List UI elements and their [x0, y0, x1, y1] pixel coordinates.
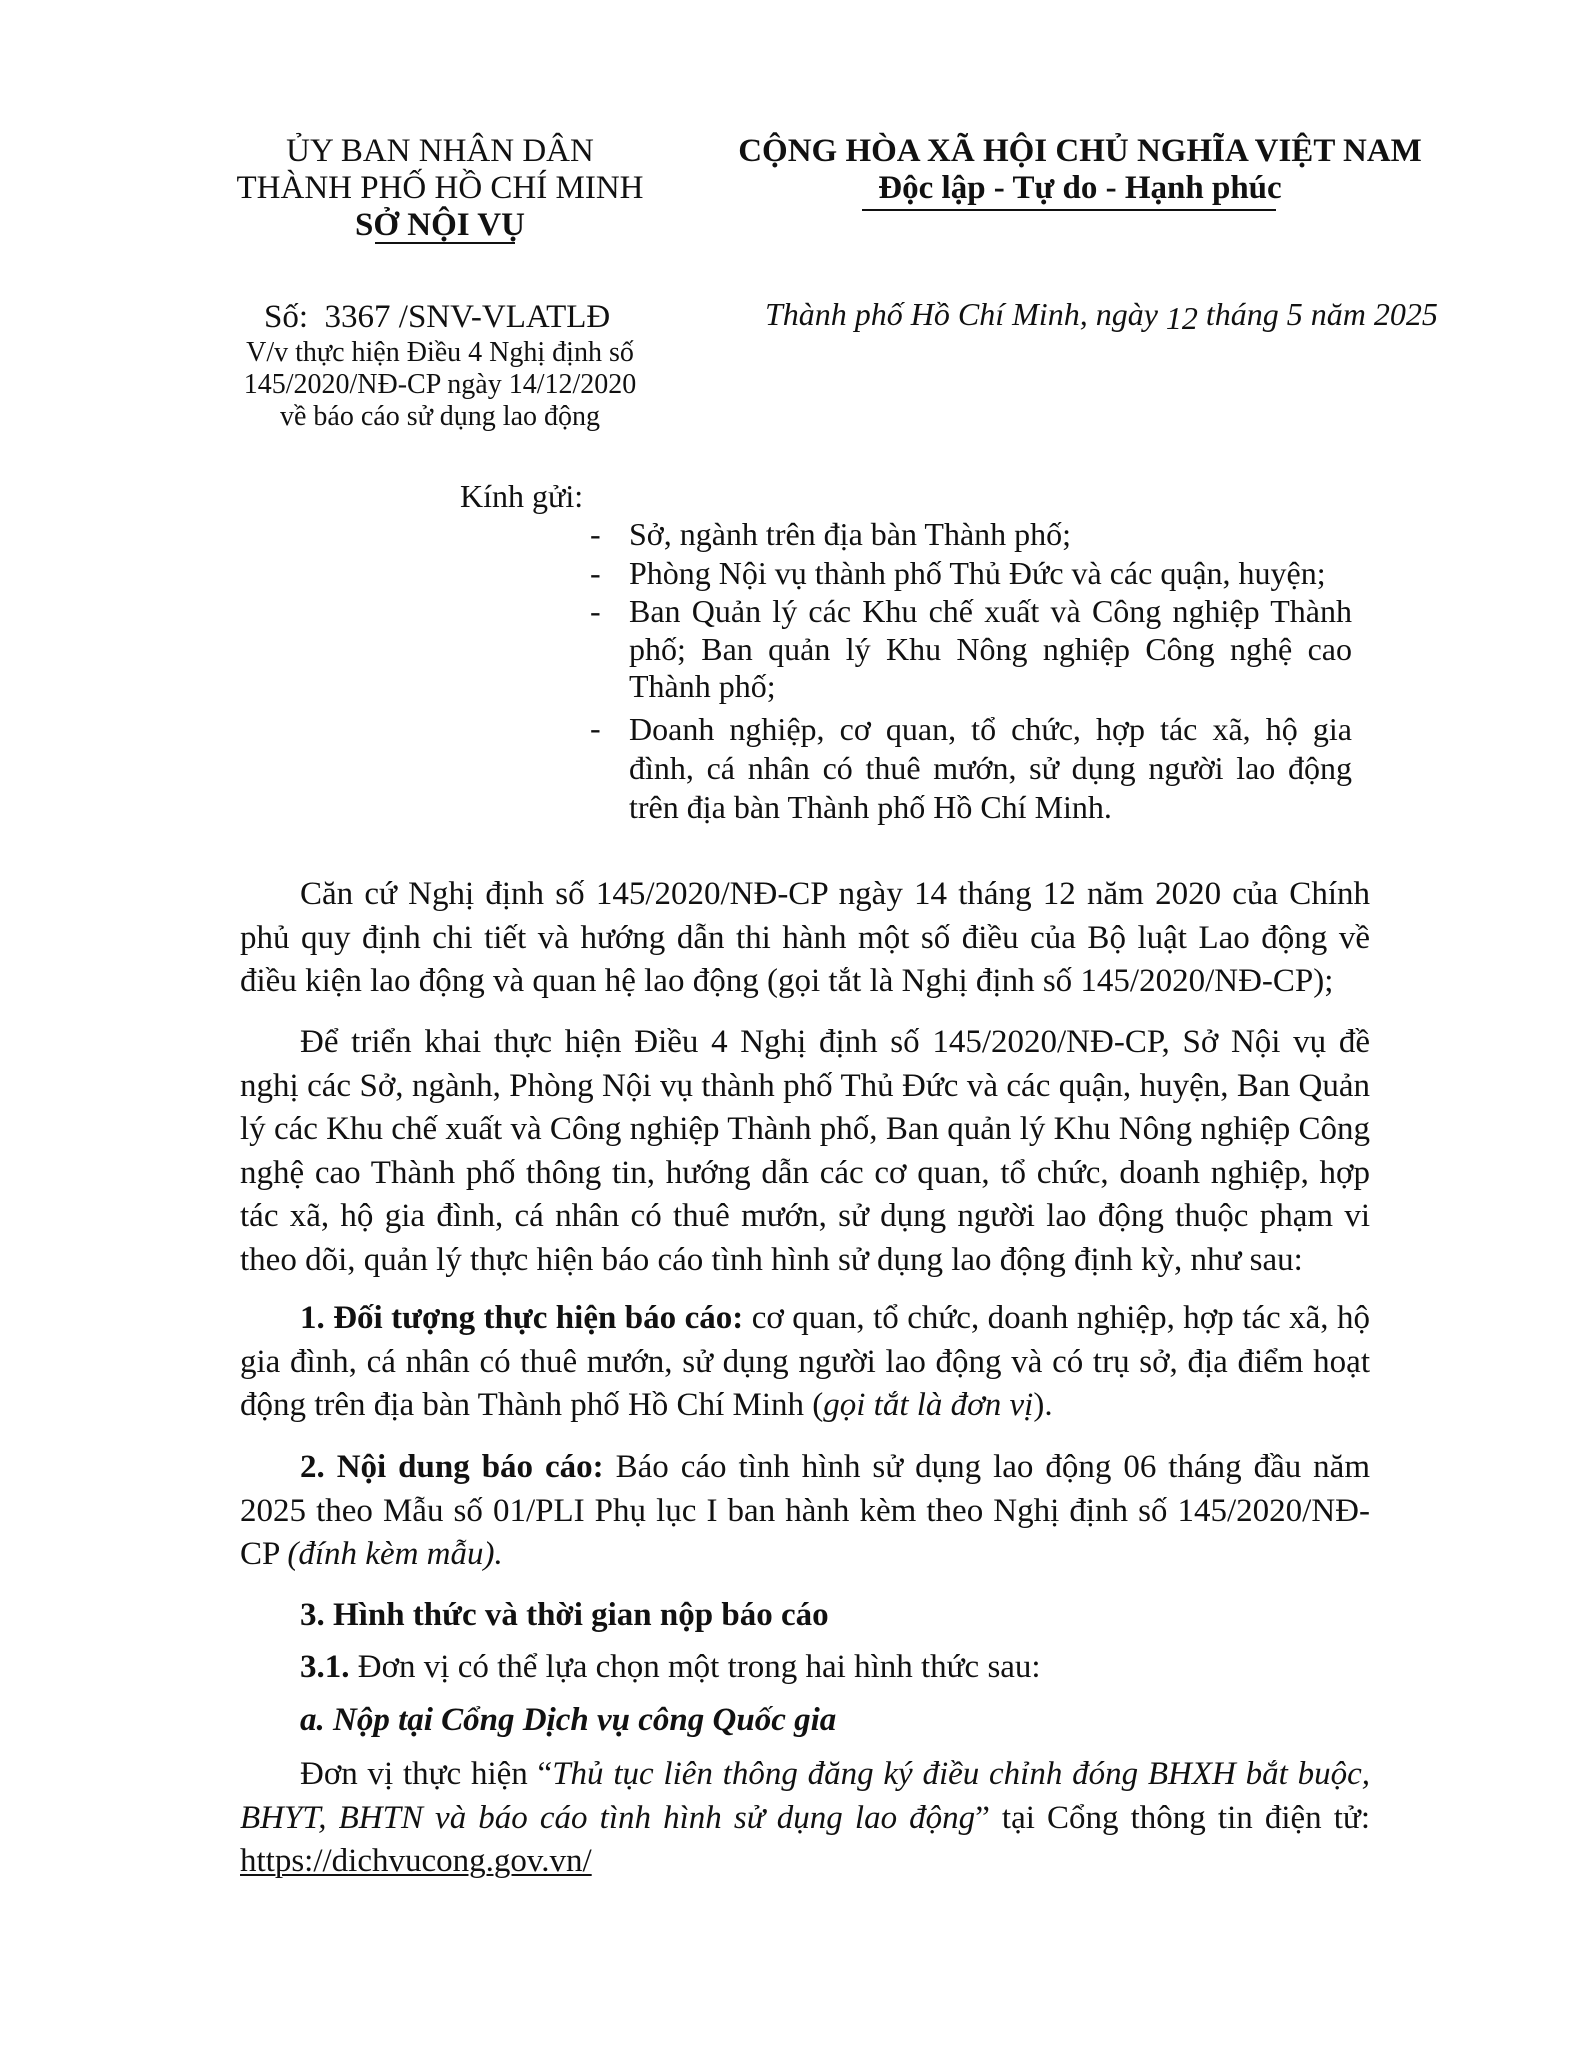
- section-1-title: 1. Đối tượng thực hiện báo cáo:: [300, 1300, 744, 1336]
- dash-bullet: -: [590, 555, 601, 591]
- paragraph-legal-basis: Căn cứ Nghị định số 145/2020/NĐ-CP ngày 14 tháng 12 năm 2020 của Chính phủ quy định chi tiết và hướng dẫn thi hành một số điều của Bộ luật Lao động về điều kiện lao động và quan hệ lao động (gọi tắt là Nghị định số 145/2020/NĐ-CP);: [240, 876, 1370, 999]
- section-1-end: ).: [1033, 1387, 1053, 1423]
- dash-bullet: -: [590, 593, 601, 629]
- recipient-text: Ban Quản lý các Khu chế xuất và Công nghiệp Thành phố; Ban quản lý Khu Nông nghiệp Công nghệ cao Thành phố;: [629, 593, 1352, 704]
- recipient-text: Doanh nghiệp, cơ quan, tổ chức, hợp tác xã, hộ gia đình, cá nhân có thuê mướn, sử dụng người lao động trên địa bàn Thành phố Hồ Chí Minh.: [629, 711, 1352, 825]
- document-subject: [200, 337, 680, 433]
- doc-number-value: 3367: [324, 299, 391, 335]
- national-motto: Độc lập - Tự do - Hạnh phúc: [878, 170, 1282, 206]
- doc-number-prefix: Số:: [264, 299, 309, 335]
- section-2-italic: (đính kèm mẫu).: [287, 1536, 503, 1572]
- subject-line-3: về báo cáo sử dụng lao động: [280, 401, 600, 432]
- motto-underline: [862, 209, 1276, 211]
- section-3-1-number: 3.1.: [300, 1649, 350, 1685]
- paragraph-implementation: Để triển khai thực hiện Điều 4 Nghị định số 145/2020/NĐ-CP, Sở Nội vụ đề nghị các Sở, ngành, Phòng Nội vụ thành phố Thủ Đức và các quận, huyện, Ban Quản lý các Khu chế xuất và Công nghiệp Thành phố, Ban quản lý Khu Nông nghiệp Công nghệ cao Thành phố thông tin, hướng dẫn các cơ quan, tổ chức, doanh nghiệp, hợp tác xã, hộ gia đình, cá nhân có thuê mướn, sử dụng người lao động thuộc phạm vi theo dõi, quản lý thực hiện báo cáo tình hình sử dụng lao động định kỳ, như sau:: [240, 1024, 1370, 1278]
- agency-line-1: ỦY BAN NHÂN DÂN: [286, 133, 594, 169]
- section-2: [240, 1446, 1370, 1577]
- recipient-text: Sở, ngành trên địa bàn Thành phố;: [629, 516, 1072, 552]
- section-3-1-text: Đơn vị có thể lựa chọn một trong hai hình thức sau:: [349, 1649, 1041, 1685]
- section-a-paragraph: [240, 1753, 1370, 1884]
- document-date: [765, 296, 1438, 336]
- section-1: [240, 1297, 1370, 1428]
- subject-line-2: 145/2020/NĐ-CP ngày 14/12/2020: [243, 369, 637, 400]
- section-3-title: 3. Hình thức và thời gian nộp báo cáo: [300, 1597, 829, 1633]
- dash-bullet: -: [590, 516, 601, 552]
- section-1-italic: gọi tắt là đơn vị: [823, 1387, 1034, 1423]
- agency-underline: [375, 242, 515, 244]
- document-number: [264, 299, 610, 336]
- national-header: [700, 133, 1460, 207]
- doc-number-suffix: /SNV-VLATLĐ: [398, 299, 611, 335]
- recipient-text: Phòng Nội vụ thành phố Thủ Đức và các quận, huyện;: [629, 555, 1326, 591]
- agency-line-2: THÀNH PHỐ HỒ CHÍ MINH: [236, 170, 644, 206]
- dash-bullet: -: [590, 710, 601, 746]
- subject-line-1: V/v thực hiện Điều 4 Nghị định số: [246, 337, 634, 368]
- agency-header: [200, 133, 680, 244]
- recipients-label: Kính gửi:: [460, 478, 584, 514]
- date-suffix: tháng 5 năm 2025: [1205, 296, 1438, 332]
- section-a-procedure: Thủ tục liên thông đăng ký điều chỉnh đóng BHXH bắt buộc, BHYT, BHTN và báo cáo tình hình sử dụng lao động: [240, 1756, 1370, 1836]
- agency-line-3: SỞ NỘI VỤ: [355, 207, 525, 243]
- section-2-text: Báo cáo tình hình sử dụng lao động 06 tháng đầu năm 2025 theo Mẫu số 01/PLI Phụ lục I ban hành kèm theo Nghị định số 145/2020/NĐ-CP: [240, 1449, 1370, 1572]
- date-prefix: Thành phố Hồ Chí Minh, ngày: [765, 296, 1158, 332]
- section-a-title: a. Nộp tại Cổng Dịch vụ công Quốc gia: [300, 1702, 837, 1738]
- portal-link[interactable]: https://dichvucong.gov.vn/: [240, 1843, 592, 1879]
- section-a-pre: Đơn vị thực hiện “: [300, 1756, 553, 1792]
- national-title: CỘNG HÒA XÃ HỘI CHỦ NGHĨA VIỆT NAM: [738, 133, 1422, 169]
- section-a-post: ” tại Cổng thông tin điện tử:: [975, 1799, 1370, 1836]
- section-1-text: cơ quan, tổ chức, doanh nghiệp, hợp tác xã, hộ gia đình, cá nhân có thuê mướn, sử dụng người lao động và có trụ sở, địa điểm hoạt động trên địa bàn Thành phố Hồ Chí Minh (: [240, 1300, 1370, 1423]
- section-2-title: 2. Nội dung báo cáo:: [300, 1449, 604, 1485]
- section-3-1: [300, 1646, 1041, 1690]
- date-day: 12: [1165, 300, 1198, 336]
